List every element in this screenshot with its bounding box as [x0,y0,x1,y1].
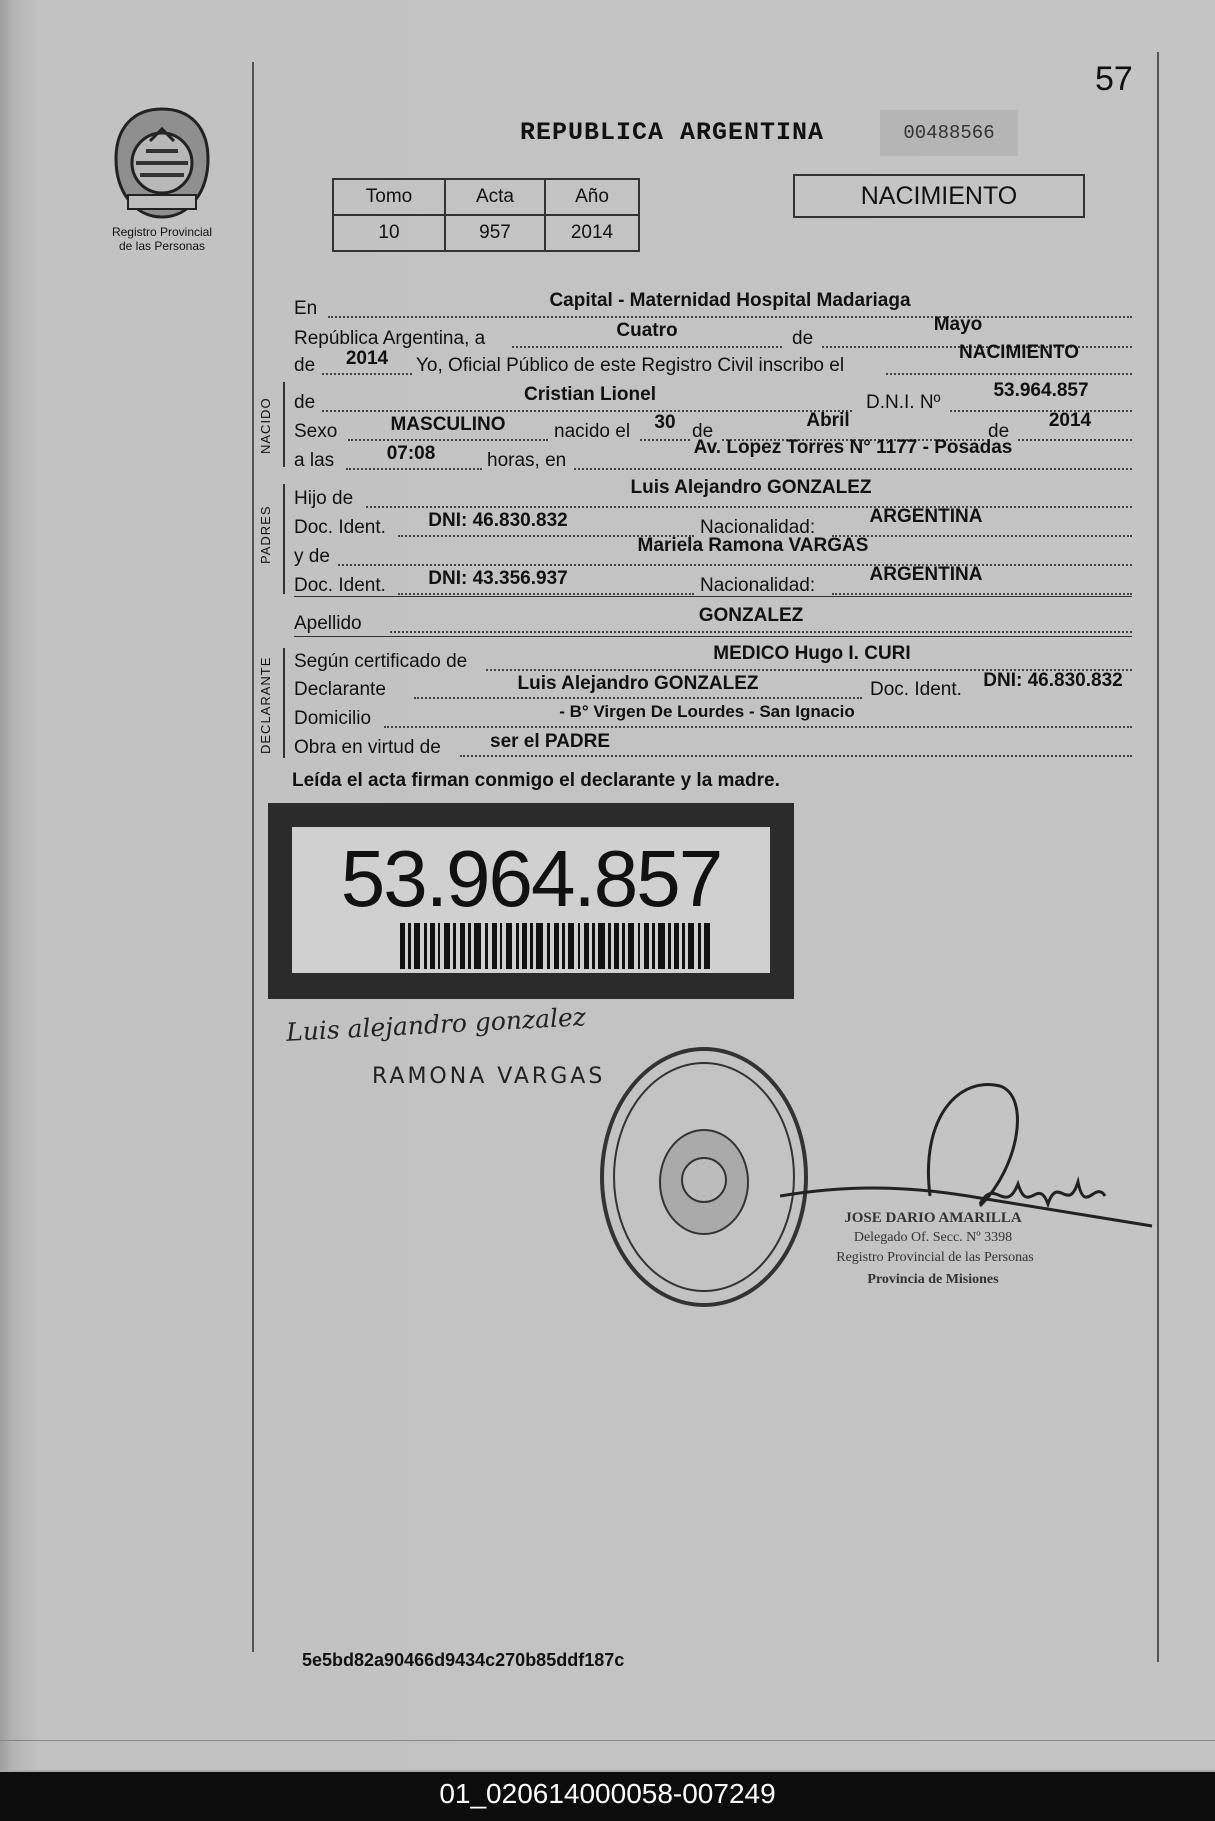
country-heading: REPUBLICA ARGENTINA [520,118,825,147]
official-registry: Registro Provincial de las Personas [836,1250,1034,1265]
label-a-las: a las [294,450,335,471]
label-hijo-de: Hijo de [294,488,354,509]
dots-madre-doc [398,593,694,595]
barcode-bars [400,923,712,969]
value-domicilio: - B° Virgen De Lourdes - San Ignacio [559,702,855,721]
label-en: En [294,298,318,319]
value-dni: 53.964.857 [993,380,1089,401]
value-certificado: MEDICO Hugo I. CURI [713,643,911,664]
mother-signature: RAMONA VARGAS [372,1064,606,1089]
value-hora: 07:08 [386,443,436,464]
value-madre: Mariela Ramona VARGAS [637,535,869,556]
value-sexo: MASCULINO [390,414,506,435]
padres-bracket [283,484,285,594]
official-name: JOSE DARIO AMARILLA [844,1210,1022,1226]
value-madre-nac: ARGENTINA [869,564,983,585]
label-de-mes: de [792,328,814,349]
barcode-inner-panel [292,827,770,973]
label-domicilio: Domicilio [294,708,372,729]
value-padre: Luis Alejandro GONZALEZ [630,477,872,498]
value-dia: Cuatro [616,320,678,341]
value-declarante: Luis Alejandro GONZALEZ [517,673,759,694]
label-doc-madre: Doc. Ident. [294,575,386,596]
tomo-value: 10 [333,215,445,251]
serial-number: 00488566 [880,110,1018,156]
official-title: Delegado Of. Secc. Nº 3398 [853,1230,1013,1245]
dots-sexo [348,439,548,441]
page-number: 57 [1095,60,1133,98]
anio-value: 2014 [545,215,639,251]
value-nac-mes: Abril [806,410,850,431]
label-declarante: Declarante [294,679,386,700]
label-yo: Yo, Oficial Público de este Registro Civil inscribo el [416,355,845,376]
value-declarante-doc: DNI: 46.830.832 [983,670,1123,691]
label-republica: República Argentina, a [294,328,486,349]
value-madre-doc: DNI: 43.356.937 [428,568,568,589]
label-doc-declarante: Doc. Ident. [870,679,962,700]
dots-hora [346,468,482,470]
label-nacido-el: nacido el [554,421,631,442]
value-nac-dia: 30 [654,412,676,433]
registry-label [92,225,232,253]
dots-obra [460,755,1132,757]
apellido-divider [294,636,1132,637]
anio-header: Año [545,179,639,215]
label-segun: Según certificado de [294,651,468,672]
tomo-header: Tomo [333,179,445,215]
registry-table [332,178,640,252]
left-margin-line [252,62,254,1652]
registry-label-line2: de las Personas [118,239,206,253]
dots-anio [322,373,412,375]
value-anio: 2014 [345,348,389,369]
scan-file-id: 01_020614000058-007249 [439,1778,776,1809]
dots-direccion [574,468,1132,470]
value-padre-nac: ARGENTINA [869,506,983,527]
dots-inscripcion [886,373,1132,375]
value-nombre: Cristian Lionel [524,384,656,405]
label-dni: D.N.I. Nº [866,392,941,413]
label-doc-padre: Doc. Ident. [294,517,386,538]
bottom-rule [0,1740,1215,1741]
dots-domicilio [384,726,1132,728]
father-signature: Luis alejandro gonzalez [285,1002,587,1047]
official-province: Provincia de Misiones [867,1272,999,1287]
value-padre-doc: DNI: 46.830.832 [428,510,568,531]
value-direccion: Av. Lopez Torres N° 1177 - Posadas [693,437,1013,458]
side-label-nacido: NACIDO [258,397,273,454]
dots-madre-nac [832,593,1132,595]
closing-statement: Leída el acta firman conmigo el declarante y la madre. [292,770,780,791]
right-margin-line [1157,52,1159,1662]
label-nacionalidad-padre: Nacionalidad: [700,517,816,538]
document-hash: 5e5bd82a90466d9434c270b85ddf187c [302,1650,625,1670]
dots-dia [512,346,782,348]
acta-value: 957 [445,215,545,251]
nacido-bracket [283,382,285,467]
value-obra: ser el PADRE [490,731,611,752]
value-inscripcion: NACIMIENTO [959,342,1079,363]
label-de-nombre: de [294,392,316,413]
value-apellido: GONZALEZ [698,605,804,626]
dni-barcode-label [268,803,794,999]
label-de-anio: de [294,355,316,376]
label-y-de: y de [294,546,330,567]
declarante-bracket [283,648,285,758]
province-seal-logo [110,105,214,221]
dots-apellido [390,631,1132,633]
label-sexo: Sexo [294,421,338,442]
barcode-number: 53.964.857 [340,834,722,923]
label-nacionalidad-madre: Nacionalidad: [700,575,816,596]
value-nac-anio: 2014 [1048,410,1092,431]
padres-divider [294,596,1132,597]
label-obra: Obra en virtud de [294,737,441,758]
label-apellido: Apellido [294,613,362,634]
value-mes: Mayo [933,314,983,335]
label-de-nac-mes: de [692,421,714,442]
label-horas-en: horas, en [487,450,567,471]
dots-declarante [414,697,862,699]
value-lugar: Capital - Maternidad Hospital Madariaga [549,290,911,311]
registry-label-line1: Registro Provincial [111,225,213,239]
acta-header: Acta [445,179,545,215]
side-label-padres: PADRES [258,505,273,564]
record-type-box: NACIMIENTO [793,174,1085,218]
side-label-declarante: DECLARANTE [258,656,273,754]
label-de-nac-anio: de [988,421,1010,442]
